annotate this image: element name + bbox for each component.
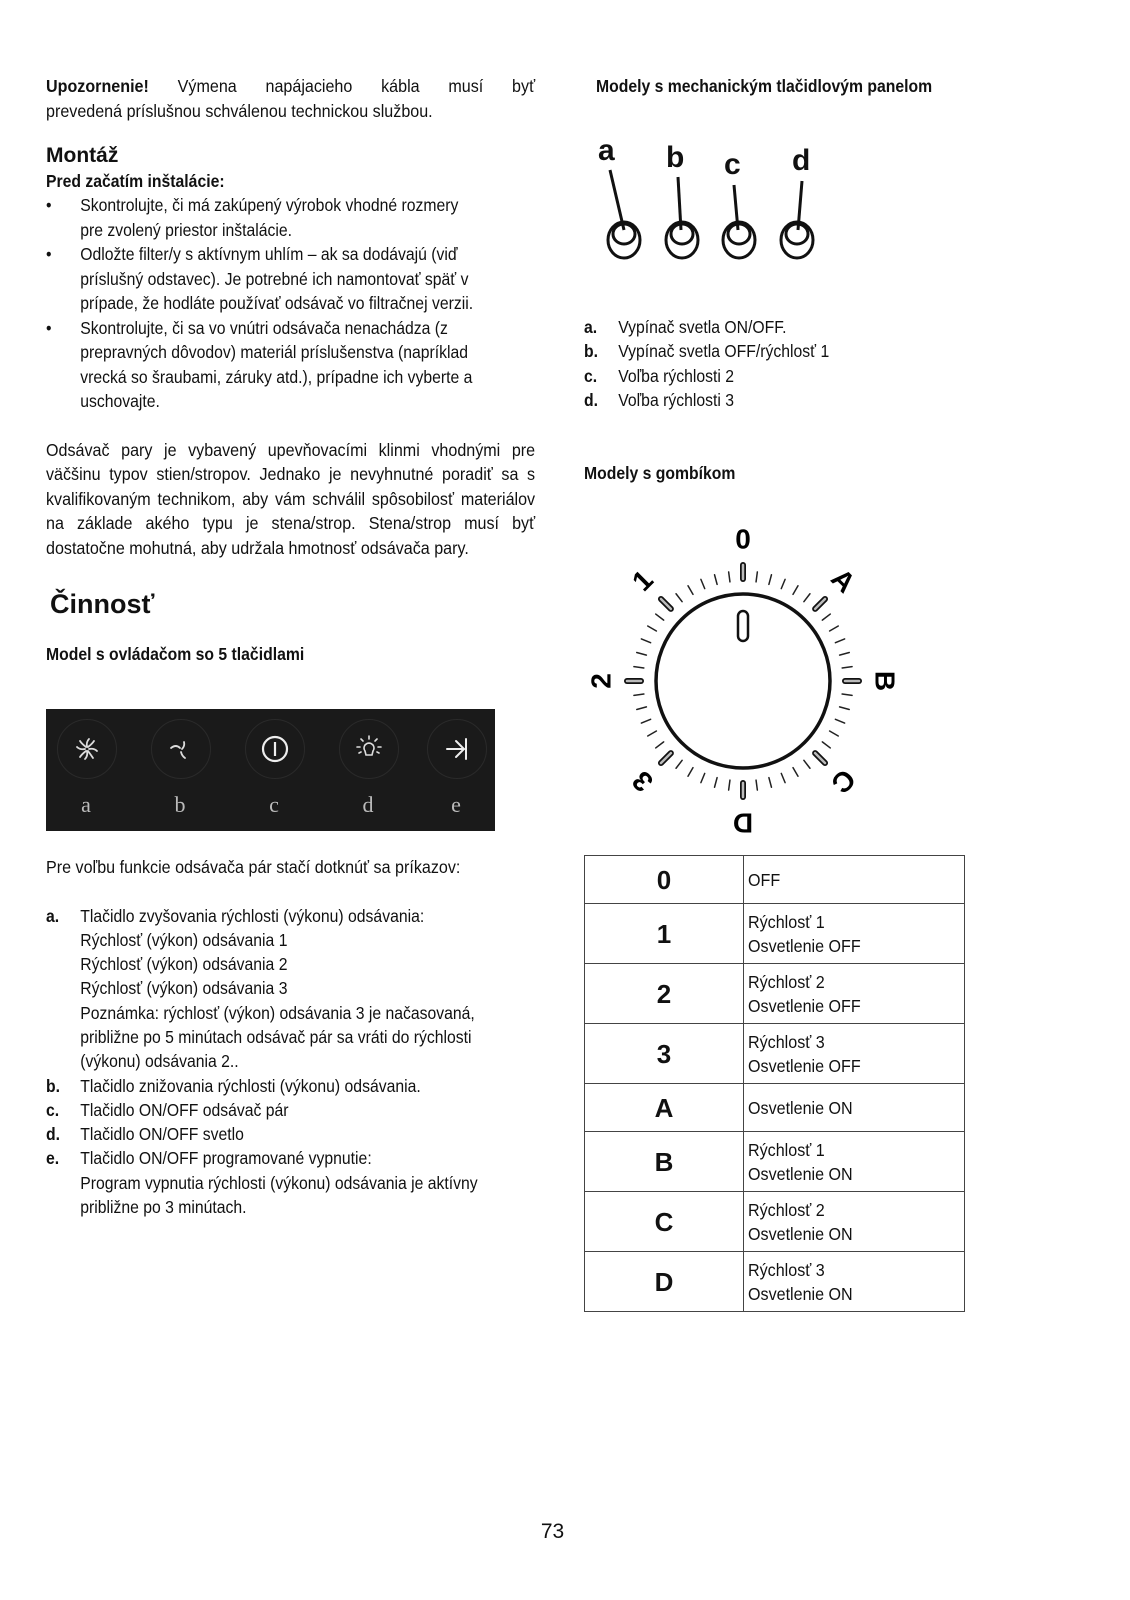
mechanical-buttons	[608, 222, 813, 258]
dial-minor-tick	[688, 768, 693, 777]
item-line: Poznámka: rýchlosť (výkon) odsávania 3 je načasovaná,	[80, 1002, 475, 1023]
description-line: Rýchlosť 1	[748, 1139, 825, 1160]
panel-key-d: d	[362, 792, 374, 817]
item-line: Rýchlosť (výkon) odsávania 1	[80, 929, 288, 950]
dial-label: B	[869, 670, 901, 692]
montaz-bullet-item	[46, 242, 536, 316]
panel-key-a: a	[81, 792, 91, 817]
bullet-glyph: •	[46, 244, 52, 264]
cinnost-item	[46, 1146, 536, 1219]
dial-label: D	[732, 807, 754, 839]
mechanical-heading: Modely s mechanickým tlačidlovým panelom	[596, 76, 933, 96]
item-line: približne po 3 minútach.	[80, 1197, 247, 1218]
touch-control-panel	[46, 709, 495, 831]
description-line: Osvetlenie ON	[748, 1283, 853, 1304]
item-line: približne po 5 minútach odsávač pár sa vráti do rýchlosti	[80, 1026, 472, 1047]
dial-label: 2	[585, 673, 617, 689]
cinnost-heading: Činnosť	[50, 589, 155, 619]
bullet-line: príslušný odstavec). Je potrebné ich namontovať späť v	[80, 268, 469, 289]
dial-minor-tick	[701, 773, 705, 782]
model5-heading: Model s ovládačom so 5 tlačidlami	[46, 644, 305, 664]
item-key: d.	[584, 389, 599, 410]
dial-minor-tick	[842, 667, 852, 668]
montaz-bullet-item	[46, 316, 536, 414]
panel-key-b: b	[174, 792, 186, 817]
item-text: Vypínač svetla OFF/rýchlosť 1	[618, 341, 830, 362]
warning-text-1: Výmena napájacieho kábla musí byť	[177, 76, 536, 96]
description-line: Rýchlosť 2	[748, 1199, 825, 1220]
cinnost-item	[46, 1098, 536, 1122]
dial-minor-tick	[637, 653, 647, 656]
description-line: Osvetlenie OFF	[748, 995, 861, 1016]
fan-speed-up-icon	[72, 734, 102, 764]
table-row	[585, 1132, 965, 1192]
item-text: Voľba rýchlosti 2	[618, 365, 734, 386]
description-cell	[744, 1084, 965, 1132]
mech-label-c: c	[724, 148, 741, 181]
dial-minor-tick	[641, 639, 650, 643]
description-line: Rýchlosť 1	[748, 911, 825, 932]
dial-minor-tick	[793, 768, 798, 777]
bullet-line: Skontrolujte, či sa vo vnútri odsávača nenachádza (z	[80, 317, 448, 338]
cinnost-item	[46, 904, 536, 1074]
table-row	[585, 1192, 965, 1252]
table-row	[585, 1084, 965, 1132]
description-line: Osvetlenie ON	[748, 1163, 853, 1184]
dial-minor-tick	[840, 707, 850, 710]
panel-key-c: c	[269, 792, 279, 817]
mechanical-item	[584, 315, 881, 339]
montaz-subheading: Pred začatím inštalácie:	[46, 171, 225, 191]
item-line: Rýchlosť (výkon) odsávania 3	[80, 978, 288, 999]
right-column	[596, 74, 996, 98]
item-key: c.	[584, 365, 598, 386]
item-line: Tlačidlo ON/OFF programované vypnutie:	[80, 1148, 372, 1169]
mechanical-item	[584, 388, 881, 412]
dial-minor-tick	[830, 731, 839, 736]
dial-minor-tick	[822, 742, 830, 748]
mechanical-item	[584, 364, 881, 388]
dial-minor-tick	[769, 575, 772, 585]
description-cell	[744, 856, 965, 904]
bullet-line: uschovajte.	[80, 391, 160, 411]
dial-minor-tick	[756, 572, 757, 582]
warning-label: Upozornenie!	[46, 76, 149, 96]
dial-minor-tick	[634, 694, 644, 695]
table-row	[585, 856, 965, 904]
dial-minor-tick	[715, 778, 718, 788]
cinnost-item	[46, 1074, 536, 1098]
position-cell: 1	[585, 904, 744, 964]
item-key: a.	[46, 905, 60, 926]
table-row	[585, 964, 965, 1024]
position-cell: A	[585, 1084, 744, 1132]
description-line: Osvetlenie ON	[748, 1097, 853, 1118]
dial-minor-tick	[756, 780, 757, 790]
cinnost-instructions	[46, 855, 536, 1219]
bullet-line: pre zvolený priestor inštalácie.	[80, 219, 293, 240]
bullet-line: vrecká so šraubami, záruky atd.), prípadne ich vyberte a	[80, 366, 473, 387]
description-line: Rýchlosť 2	[748, 971, 825, 992]
position-cell: 2	[585, 964, 744, 1024]
panel-key-e: e	[451, 792, 461, 817]
power-icon	[260, 734, 290, 764]
description-line: Osvetlenie OFF	[748, 1055, 861, 1076]
position-cell: D	[585, 1252, 744, 1312]
dial-minor-tick	[830, 626, 839, 631]
dial-minor-tick	[781, 579, 785, 588]
dial-minor-tick	[637, 707, 647, 710]
panel-button-b[interactable]	[151, 719, 211, 779]
item-key: a.	[584, 317, 598, 337]
dial-minor-tick	[676, 594, 682, 602]
description-cell	[744, 1024, 965, 1084]
timer-off-icon	[442, 734, 472, 764]
table-row	[585, 1252, 965, 1312]
panel-button-a[interactable]	[57, 719, 117, 779]
position-cell: B	[585, 1132, 744, 1192]
montaz-bullet-item	[46, 193, 536, 242]
bullet-glyph: •	[46, 317, 52, 338]
dial-minor-tick	[842, 694, 852, 695]
panel-button-d[interactable]	[339, 719, 399, 779]
dial-minor-tick	[781, 773, 785, 782]
bullet-glyph: •	[46, 195, 52, 215]
warning-paragraph	[46, 74, 535, 99]
dial-minor-tick	[729, 780, 730, 790]
dial-minor-tick	[656, 742, 664, 748]
dial-minor-tick	[835, 639, 844, 643]
montaz-heading: Montáž	[46, 144, 119, 167]
item-line: Tlačidlo zvyšovania rýchlosti (výkonu) odsávania:	[80, 905, 425, 926]
warning-text-2: prevedená príslušnou schválenou technickou službou.	[46, 100, 433, 121]
dial-minor-tick	[804, 760, 810, 768]
table-row	[585, 904, 965, 964]
description-cell	[744, 1252, 965, 1312]
dial-label: 3	[626, 764, 660, 798]
item-key: b.	[46, 1075, 61, 1096]
description-line: Osvetlenie ON	[748, 1223, 853, 1244]
dial-minor-tick	[804, 594, 810, 602]
bullet-line: Skontrolujte, či má zakúpený výrobok vhodné rozmery	[80, 195, 459, 215]
montaz-paragraph: Odsávač pary je vybavený upevňovacími klinmi vhodnými pre väčšinu typov stien/stropov. Jednako je nevyhnutné poradiť sa s kvalifikovaným technikom, aby vám schválil spôsobilosť materiálov na základe akého typu je stena/strop. Stena/strop musí byť dostatočne mohutná, aby udržala hmotnosť odsávača pary.	[46, 439, 536, 558]
description-cell	[744, 964, 965, 1024]
panel-button-c[interactable]	[245, 719, 305, 779]
cinnost-intro: Pre voľbu funkcie odsávača pár stačí dotknúť sa príkazov:	[46, 857, 461, 877]
mechanical-item	[584, 339, 881, 363]
description-line: Osvetlenie OFF	[748, 935, 861, 956]
dial-minor-tick	[822, 614, 830, 620]
dial-minor-tick	[641, 719, 650, 723]
item-key: d.	[46, 1124, 61, 1145]
dial-minor-tick	[715, 575, 718, 585]
cinnost-item	[46, 1122, 536, 1146]
dial-minor-tick	[634, 667, 644, 668]
dial-minor-tick	[840, 653, 850, 656]
dial-minor-tick	[688, 586, 693, 595]
table-row	[585, 1024, 965, 1084]
dial-label: 1	[626, 564, 660, 598]
dial-minor-tick	[835, 719, 844, 723]
mechanical-buttons-diagram	[596, 130, 836, 270]
description-cell	[744, 1192, 965, 1252]
cinnost-item-list	[46, 904, 536, 1220]
mech-label-a: a	[598, 134, 615, 167]
knob-pointer	[738, 611, 748, 641]
dial-label: A	[825, 562, 862, 599]
description-cell	[744, 904, 965, 964]
dial-label: C	[825, 763, 862, 800]
dial-label: 0	[735, 523, 751, 555]
mech-label-d: d	[792, 144, 811, 177]
light-bulb-icon	[354, 734, 384, 764]
dial-minor-tick	[701, 579, 705, 588]
dial-minor-tick	[793, 586, 798, 595]
mechanical-item-list	[584, 315, 881, 412]
dial-minor-tick	[648, 626, 657, 631]
panel-button-e[interactable]	[427, 719, 487, 779]
description-cell	[744, 1132, 965, 1192]
bullet-line: prípade, že hodláte používať odsávač vo filtračnej verzii.	[80, 293, 474, 313]
position-cell: 3	[585, 1024, 744, 1084]
description-line: OFF	[748, 869, 781, 890]
item-line: (výkonu) odsávania 2..	[80, 1051, 239, 1072]
dial-minor-tick	[656, 614, 664, 620]
montaz-bullet-list	[46, 193, 536, 414]
fan-speed-down-icon	[166, 734, 196, 764]
bullet-line: prepravných dôvodov) materiál príslušenstva (napríklad	[80, 342, 469, 362]
knob-heading: Modely s gombíkom	[584, 463, 736, 483]
description-line: Rýchlosť 3	[748, 1259, 825, 1280]
dial-minor-tick	[769, 778, 772, 788]
dial-minor-tick	[729, 572, 730, 582]
item-key: e.	[46, 1148, 60, 1169]
item-line: Tlačidlo znižovania rýchlosti (výkonu) odsávania.	[80, 1075, 421, 1096]
item-line: Program vypnutia rýchlosti (výkonu) odsávania je aktívny	[80, 1172, 478, 1193]
item-line: Tlačidlo ON/OFF odsávač pár	[80, 1099, 289, 1120]
left-column	[46, 74, 536, 666]
dial-minor-tick	[648, 731, 657, 736]
item-key: b.	[584, 341, 599, 362]
item-key: c.	[46, 1099, 60, 1120]
item-text: Voľba rýchlosti 3	[618, 389, 734, 410]
bullet-line: Odložte filter/y s aktívnym uhlím – ak sa dodávajú (viď	[80, 244, 458, 264]
rotary-knob-diagram[interactable]	[580, 500, 910, 840]
item-text: Vypínač svetla ON/OFF.	[618, 317, 787, 337]
position-cell: C	[585, 1192, 744, 1252]
position-cell: 0	[585, 856, 744, 904]
item-line: Rýchlosť (výkon) odsávania 2	[80, 954, 288, 975]
page-number: 73	[540, 1520, 565, 1543]
dial-minor-tick	[676, 760, 682, 768]
description-line: Rýchlosť 3	[748, 1031, 825, 1052]
mech-label-b: b	[666, 141, 685, 174]
knob-position-table	[584, 855, 965, 1312]
item-line: Tlačidlo ON/OFF svetlo	[80, 1124, 244, 1145]
